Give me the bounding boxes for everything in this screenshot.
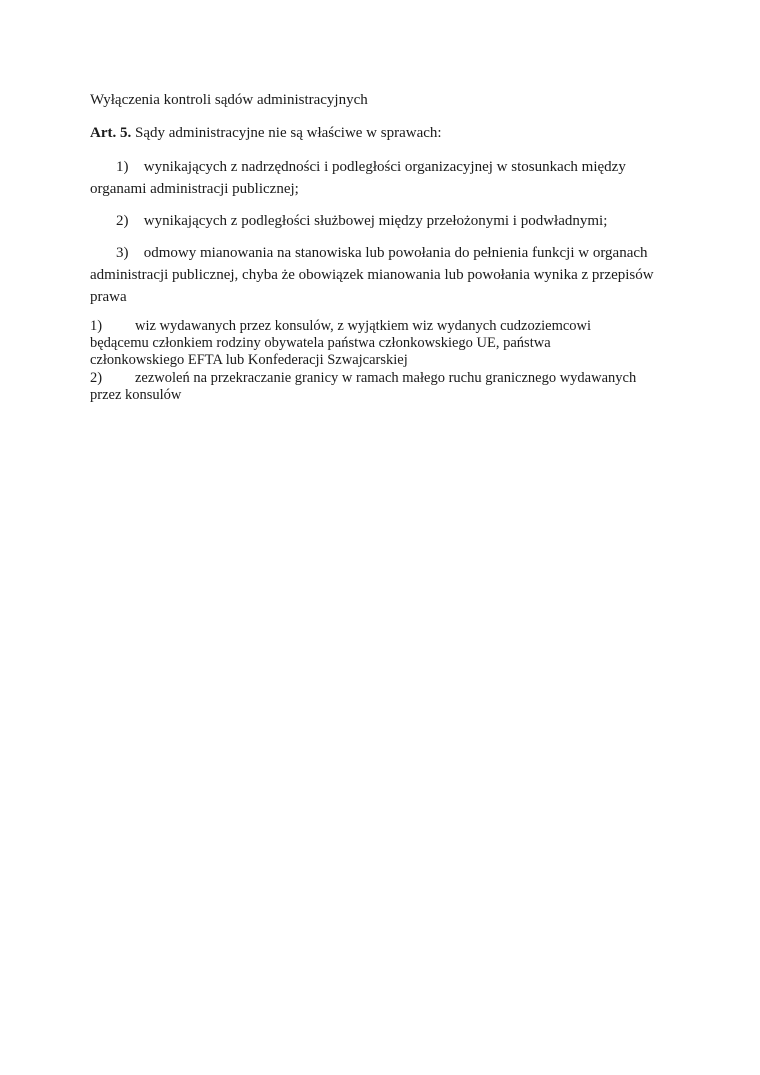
article-point-1 [90, 156, 670, 200]
subpoint-1 [90, 318, 690, 369]
subpoint-text-line: przez konsulów [90, 387, 182, 403]
subpoint-text-line: członkowskiego EFTA lub Konfederacji Szwajcarskiej [90, 352, 408, 368]
point-text-line: administracji publicznej, chyba że obowiązek mianowania lub powołania wynika z przepisów [90, 267, 654, 283]
point-text-line: organami administracji publicznej; [90, 181, 299, 197]
subpoint-text-line: wiz wydawanych przez konsulów, z wyjątkiem wiz wydanych cudzoziemcowi [135, 318, 592, 334]
point-text-line: wynikających z podległości służbowej między przełożonymi i podwładnymi; [143, 213, 608, 229]
article-point-2 [90, 210, 670, 232]
point-number: 1) [116, 159, 129, 175]
article-label: Art. 5. [90, 125, 132, 141]
subpoint-text-line: zezwoleń na przekraczanie granicy w ramach małego ruchu granicznego wydawanych [135, 370, 637, 386]
point-text-line: wynikających z nadrzędności i podległości organizacyjnej w stosunkach między [143, 159, 626, 175]
section-heading: Wyłączenia kontroli sądów administracyjnych [90, 92, 368, 108]
point-number: 2) [116, 213, 129, 229]
subpoint-number: 1) [90, 318, 103, 334]
point-text-line: odmowy mianowania na stanowiska lub powołania do pełnienia funkcji w organach [143, 245, 648, 261]
subpoint-text-line: będącemu członkiem rodziny obywatela państwa członkowskiego UE, państwa [90, 335, 551, 351]
article-text: Sądy administracyjne nie są właściwe w sprawach: [135, 125, 442, 141]
point-number: 3) [116, 245, 129, 261]
point-text-line: prawa [90, 289, 127, 305]
subpoint-2 [90, 370, 690, 404]
subpoint-number: 2) [90, 370, 103, 386]
article-intro [90, 123, 442, 143]
article-point-3 [90, 242, 670, 308]
